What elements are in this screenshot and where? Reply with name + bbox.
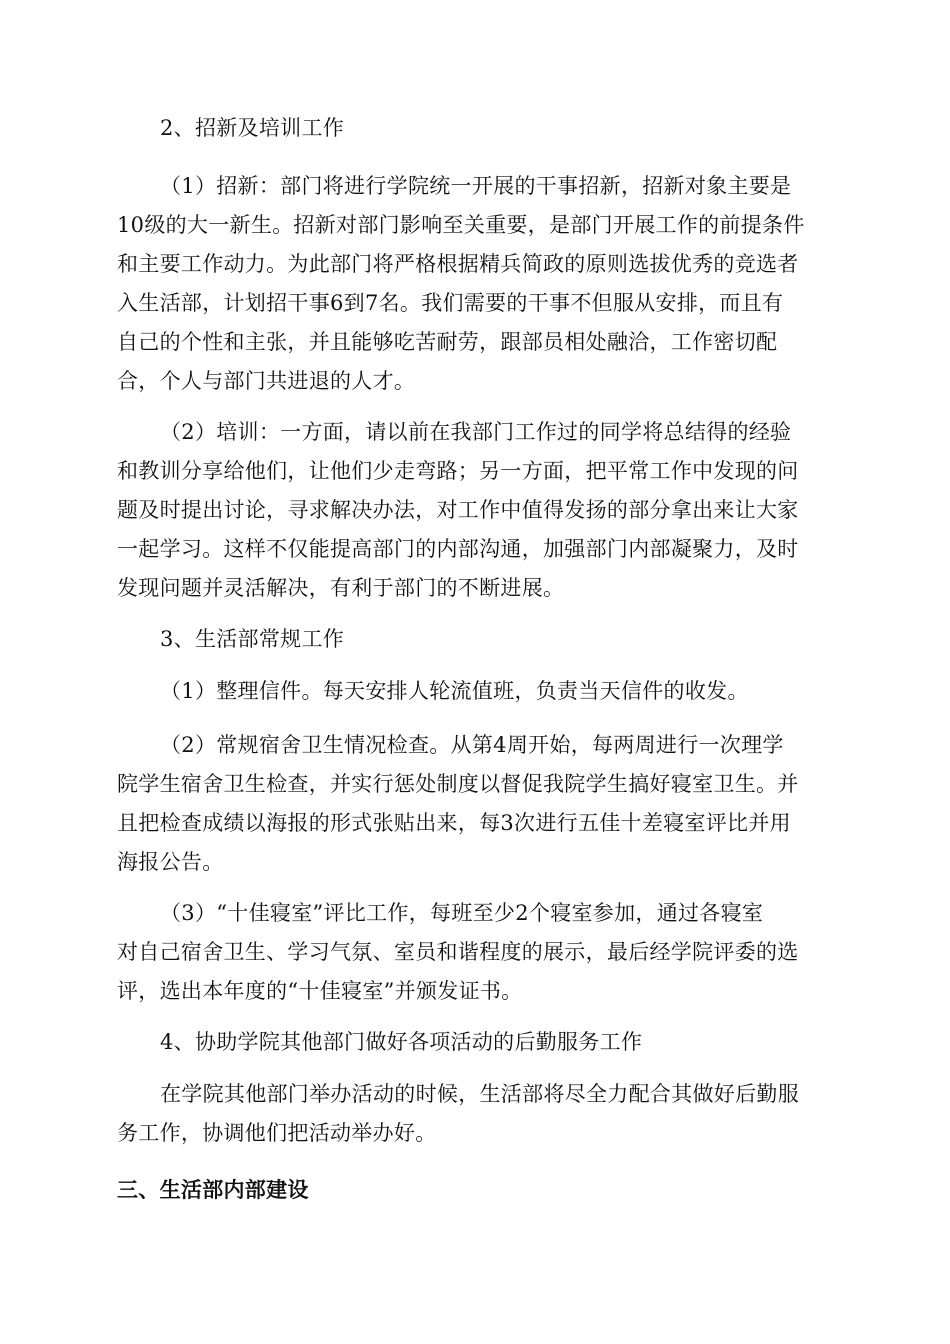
paragraph-line: 在学院其他部门举办活动的时候，生活部将尽全力配合其做好后勤服 (160, 1082, 799, 1106)
paragraph-line: 发现问题并灵活解决，有利于部门的不断进展。 (117, 576, 565, 600)
paragraph-line: 和主要工作动力。为此部门将严格根据精兵简政的原则选拔优秀的竞选者 (117, 252, 799, 276)
paragraph-line: （1）整理信件。每天安排人轮流值班，负责当天信件的收发。 (160, 679, 749, 703)
paragraph-line: 评，选出本年度的“十佳寝室”并颁发证书。 (117, 979, 523, 1003)
subheading-recruit-training: 2、招新及培训工作 (160, 116, 345, 140)
paragraph-line: 和教训分享给他们，让他们少走弯路；另一方面，把平常工作中发现的问 (117, 459, 799, 483)
paragraph-line: 且把检查成绩以海报的形式张贴出来，每3次进行五佳十差寝室评比并用 (117, 811, 791, 835)
paragraph-line: 对自己宿舍卫生、学习气氛、室员和谐程度的展示，最后经学院评委的选 (117, 940, 799, 964)
paragraph-line: 务工作，协调他们把活动举办好。 (117, 1121, 437, 1145)
paragraph-line: 海报公告。 (117, 850, 224, 874)
paragraph-line: （3）“十佳寝室”评比工作，每班至少2个寝室参加，通过各寝室 (160, 901, 764, 925)
paragraph-line: 院学生宿舍卫生检查，并实行惩处制度以督促我院学生搞好寝室卫生。并 (117, 772, 799, 796)
paragraph-line: 入生活部，计划招干事6到7名。我们需要的干事不但服从安排，而且有 (117, 291, 784, 315)
paragraph-line: 题及时提出讨论，寻求解决办法，对工作中值得发扬的部分拿出来让大家 (117, 498, 799, 522)
paragraph-line: （2）培训：一方面，请以前在我部门工作过的同学将总结得的经验 (160, 420, 792, 444)
section-heading-internal-construction: 三、生活部内部建设 (117, 1178, 309, 1202)
paragraph-line: 10级的大一新生。招新对部门影响至关重要，是部门开展工作的前提条件 (117, 213, 805, 237)
subheading-assist-departments: 4、协助学院其他部门做好各项活动的后勤服务工作 (160, 1030, 643, 1054)
paragraph-line: （2）常规宿舍卫生情况检查。从第4周开始，每两周进行一次理学 (160, 733, 784, 757)
paragraph-line: 合，个人与部门共进退的人才。 (117, 369, 416, 393)
subheading-routine-work: 3、生活部常规工作 (160, 627, 345, 651)
paragraph-line: （1）招新：部门将进行学院统一开展的干事招新，招新对象主要是 (160, 174, 792, 198)
paragraph-line: 自己的个性和主张，并且能够吃苦耐劳，跟部员相处融洽，工作密切配 (117, 330, 778, 354)
paragraph-line: 一起学习。这样不仅能提高部门的内部沟通，加强部门内部凝聚力，及时 (117, 537, 799, 561)
